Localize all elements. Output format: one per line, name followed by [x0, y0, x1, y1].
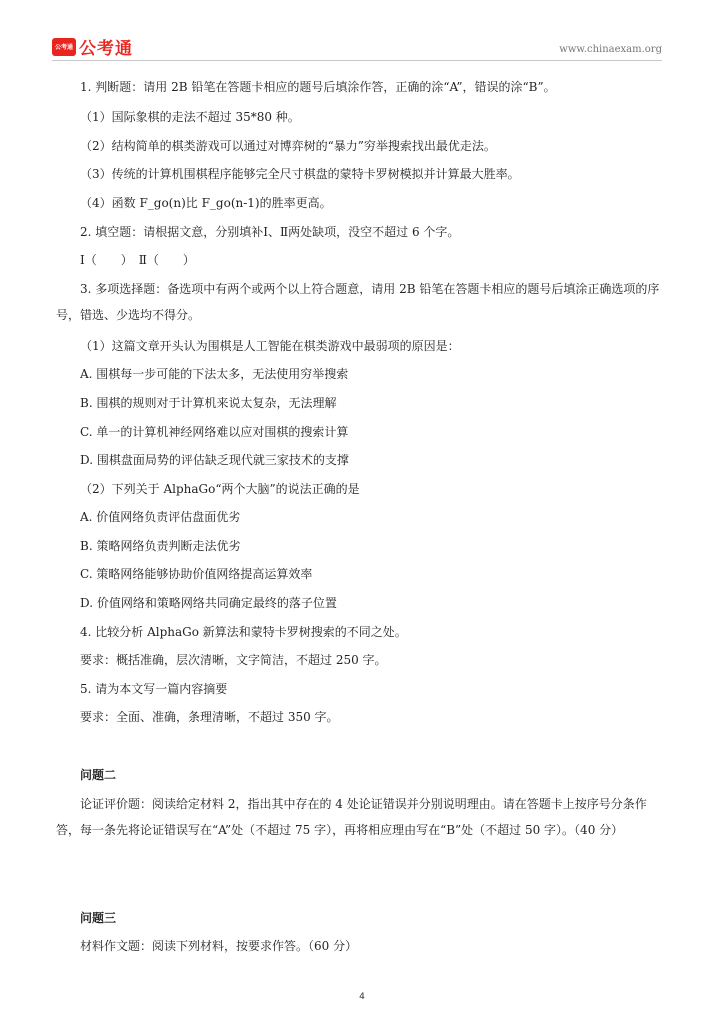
section-2-body: 论证评价题：阅读给定材料 2，指出其中存在的 4 处论证错误并分别说明理由。请在答题卡上按序号分条作答，每一条先将论证错误写在“A”处（不超过 75 字），再将相应理由写在“B”处（不超过 50 字）。（40 分） — [56, 797, 647, 837]
page-header — [52, 30, 662, 60]
logo-text: 公考通 — [79, 39, 133, 59]
question-2-title: 2. 填空题：请根据文意，分别填补Ⅰ、Ⅱ两处缺项，没空不超过 6 个字。 — [80, 225, 460, 239]
page-number: 4 — [359, 992, 365, 1002]
question-3-2-option-b: B. 策略网络负责判断走法优劣 — [80, 539, 241, 553]
question-1-item-3: （3）传统的计算机围棋程序能够完全尺寸棋盘的蒙特卡罗树模拟并计算最大胜率。 — [80, 167, 520, 181]
question-3-1-option-a: A. 围棋每一步可能的下法太多，无法使用穷举搜索 — [80, 367, 349, 381]
question-3-title: 3. 多项选择题：备选项中有两个或两个以上符合题意，请用 2B 铅笔在答题卡相应的题号后填涂正确选项的序号，错选、少选均不得分。 — [56, 282, 660, 322]
question-2-blanks: Ⅰ（ ） Ⅱ（ ） — [80, 253, 195, 267]
question-3-2-option-c: C. 策略网络能够协助价值网络提高运算效率 — [80, 567, 313, 581]
question-3-1-option-b: B. 围棋的规则对于计算机来说太复杂，无法理解 — [80, 396, 337, 410]
question-5-requirement: 要求：全面、准确，条理清晰，不超过 350 字。 — [80, 710, 339, 724]
site-url: www.chinaexam.org — [559, 44, 662, 55]
question-3-1-option-d: D. 围棋盘面局势的评估缺乏现代就三家技术的支撑 — [80, 453, 349, 467]
question-3-2: （2）下列关于 AlphaGo“两个大脑”的说法正确的是 — [80, 482, 360, 496]
section-2-heading: 问题二 — [80, 768, 117, 782]
question-1-item-4: （4）函数 F_go(n)比 F_go(n-1)的胜率更高。 — [80, 196, 332, 210]
section-3-body: 材料作文题：阅读下列材料，按要求作答。（60 分） — [80, 939, 358, 953]
header-divider — [52, 60, 662, 61]
question-3-1: （1）这篇文章开头认为围棋是人工智能在棋类游戏中最弱项的原因是： — [80, 339, 460, 353]
question-3-2-option-d: D. 价值网络和策略网络共同确定最终的落子位置 — [80, 596, 337, 610]
question-5-title: 5. 请为本文写一篇内容摘要 — [80, 682, 228, 696]
question-1-item-1: （1）国际象棋的走法不超过 35*80 种。 — [80, 110, 300, 124]
question-3-1-option-c: C. 单一的计算机神经网络难以应对围棋的搜索计算 — [80, 425, 349, 439]
question-4-requirement: 要求：概括准确，层次清晰，文字简洁，不超过 250 字。 — [80, 653, 387, 667]
question-1-title: 1. 判断题：请用 2B 铅笔在答题卡相应的题号后填涂作答，正确的涂“A”，错误的涂“B”。 — [80, 80, 556, 94]
question-3-2-option-a: A. 价值网络负责评估盘面优劣 — [80, 510, 241, 524]
logo — [52, 34, 133, 59]
question-4-title: 4. 比较分析 AlphaGo 新算法和蒙特卡罗树搜索的不同之处。 — [80, 625, 407, 639]
question-1-item-2: （2）结构简单的棋类游戏可以通过对博弈树的“暴力”穷举搜索找出最优走法。 — [80, 139, 496, 153]
section-3-heading: 问题三 — [80, 911, 117, 925]
logo-badge: 公考通 — [52, 38, 76, 56]
